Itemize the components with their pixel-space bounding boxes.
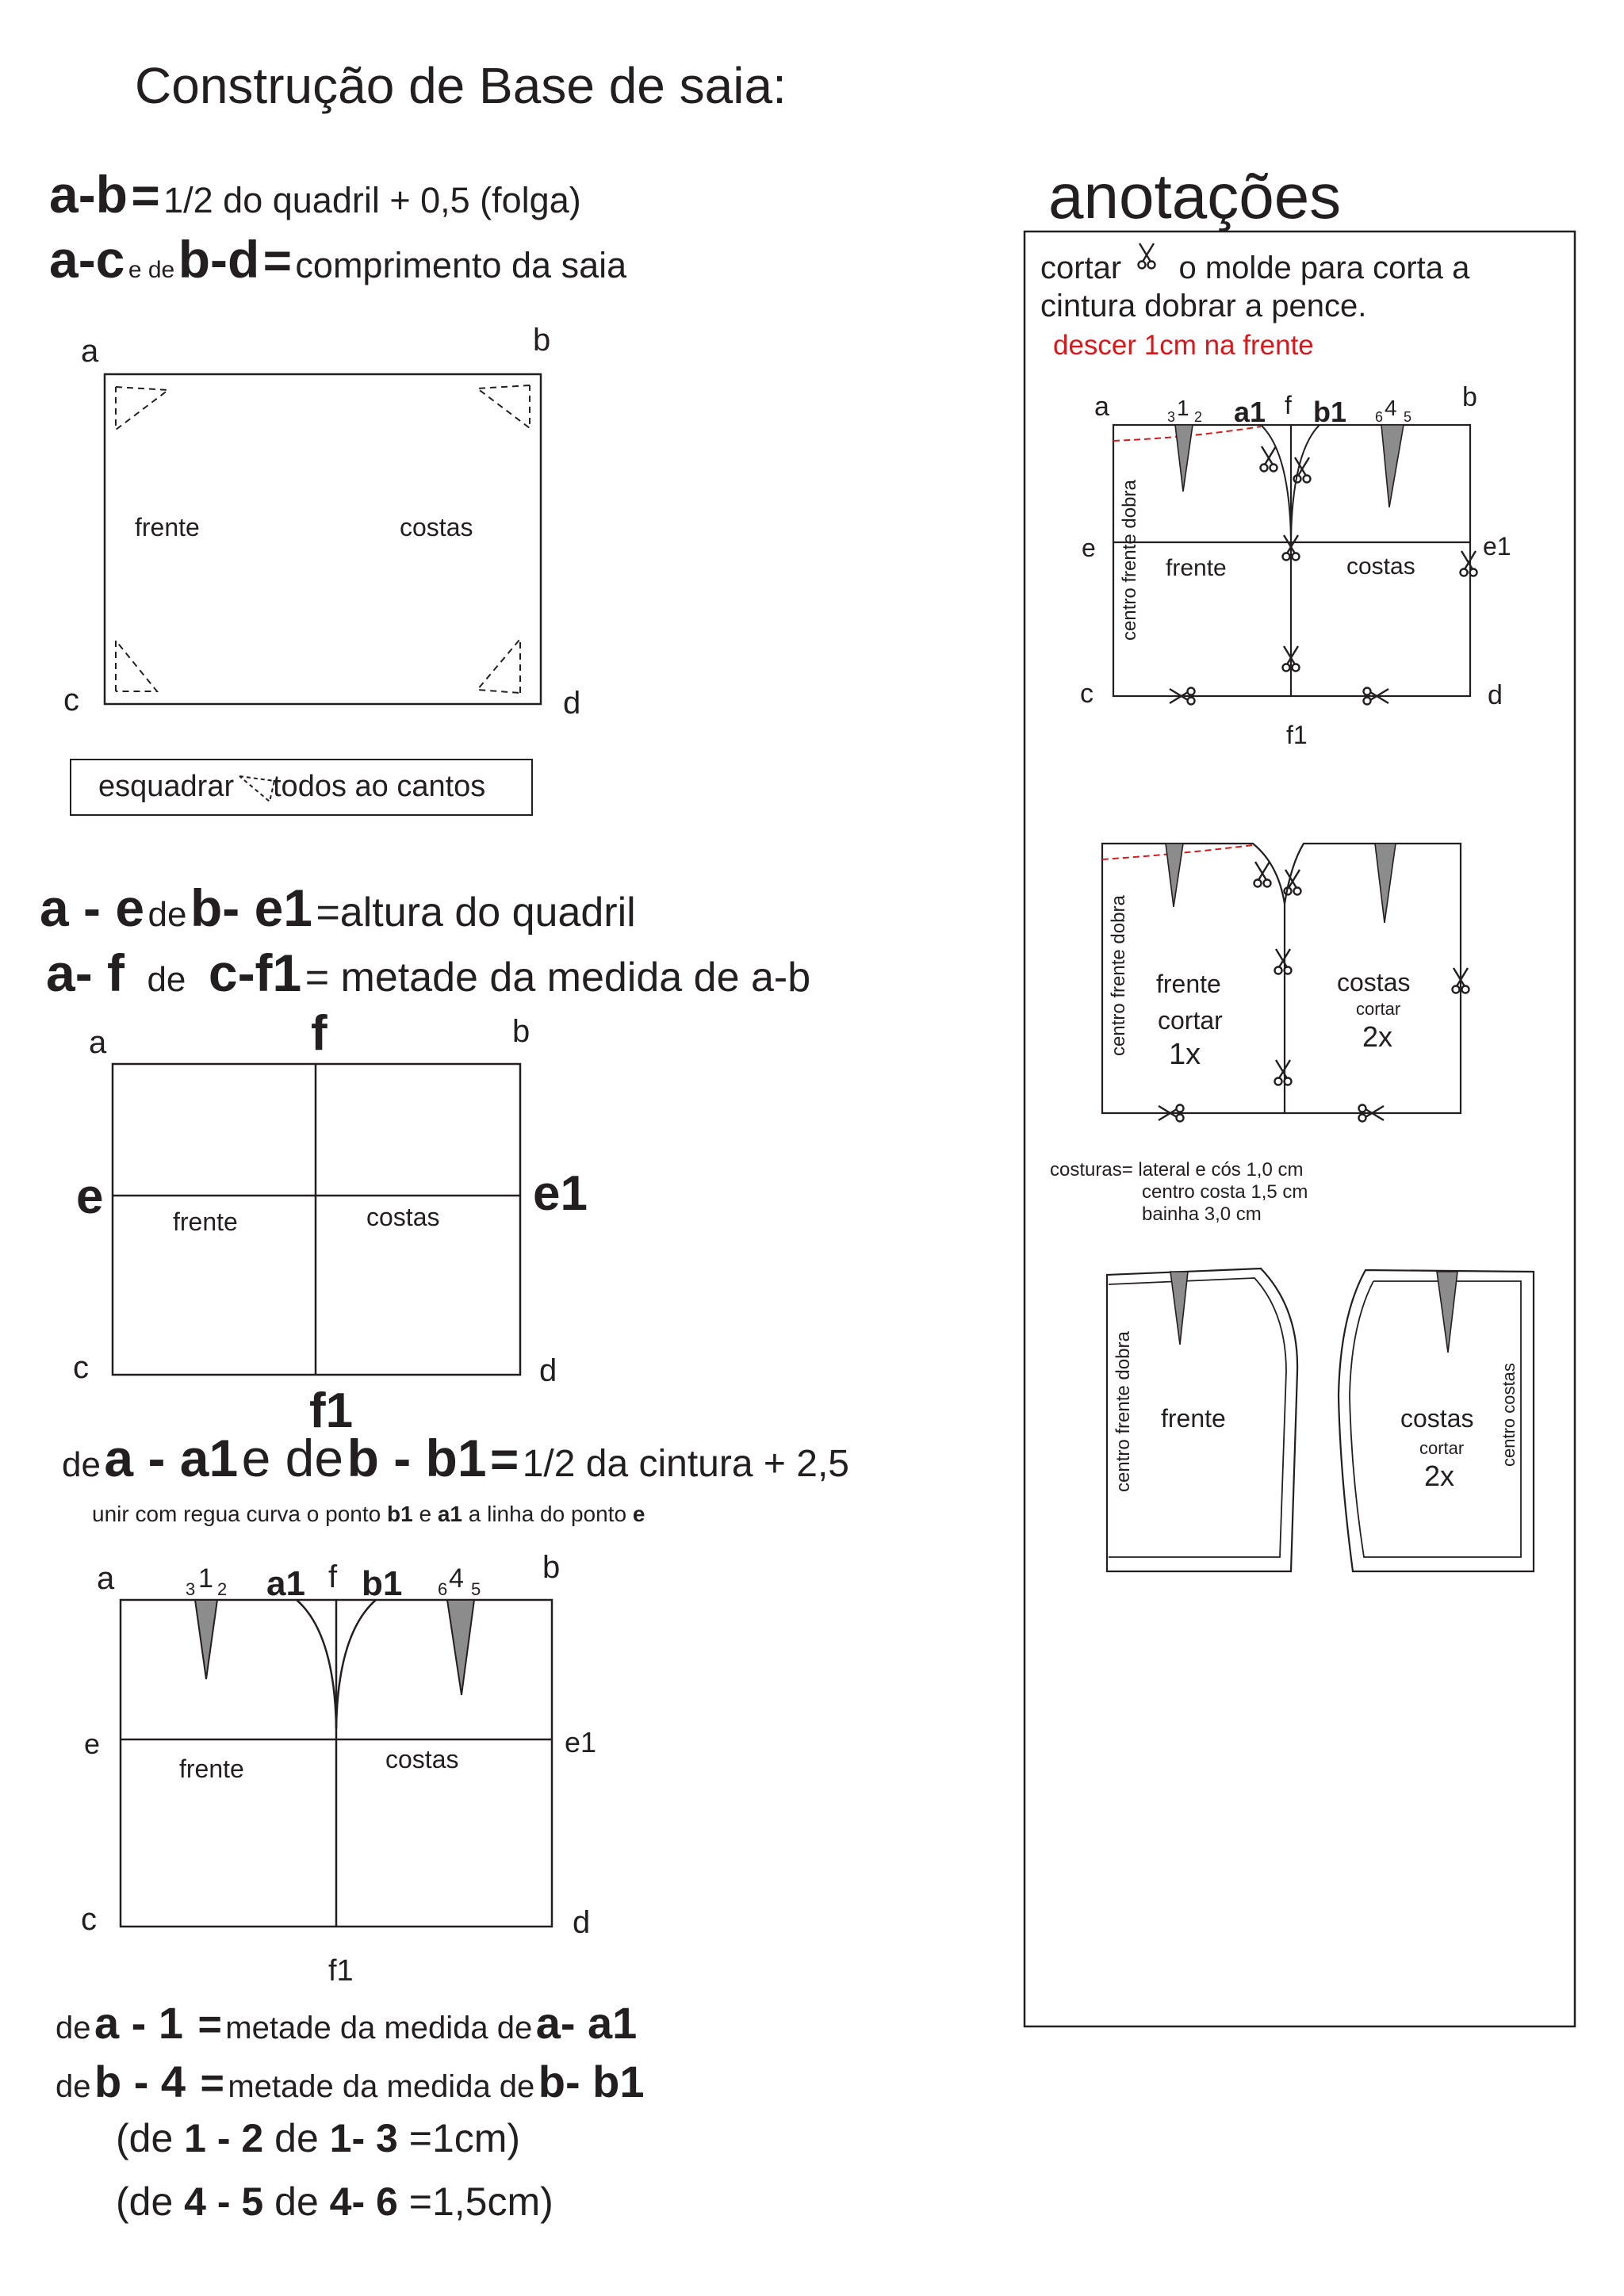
dart2-b2: 4- 6 bbox=[329, 2179, 398, 2224]
bd-text: comprimento da saia bbox=[295, 245, 627, 285]
diagram3-point-f: f bbox=[328, 1559, 338, 1594]
ae-connector: de bbox=[147, 895, 187, 934]
notes-d1-front-curve bbox=[1261, 425, 1291, 539]
diagram3-point-b: b bbox=[542, 1550, 561, 1585]
diagram1-point-c: c bbox=[63, 683, 79, 718]
a1-target: a- a1 bbox=[535, 1998, 638, 2048]
ac-connector: e de bbox=[128, 257, 175, 283]
dart1-open: (de bbox=[116, 2116, 174, 2160]
curve-note-e: e bbox=[419, 1502, 432, 1526]
diagram3-back-dart bbox=[447, 1600, 474, 1695]
notes-d1-point-5: 5 bbox=[1404, 409, 1412, 425]
diagram1-point-d: d bbox=[563, 686, 581, 721]
notes-d1-point-f1: f1 bbox=[1286, 721, 1308, 749]
bd-equals: = bbox=[262, 234, 292, 289]
notes-diagram-1 bbox=[1080, 382, 1511, 749]
bb1-text: 1/2 da cintura + 2,5 bbox=[522, 1443, 849, 1485]
diagram3-costas: costas bbox=[385, 1745, 459, 1774]
be1-text: =altura do quadril bbox=[316, 890, 636, 936]
cf1-label: c-f1 bbox=[208, 943, 302, 1002]
diagram2-point-b: b bbox=[512, 1014, 530, 1049]
ab-label: a-b bbox=[49, 165, 128, 224]
dart1-de: de bbox=[274, 2116, 319, 2160]
notes-d2-scissors-icon-3 bbox=[1275, 949, 1292, 974]
diagram3-front-curve bbox=[297, 1600, 336, 1728]
notes-d1-point-3: 3 bbox=[1167, 409, 1176, 425]
diagram3-point-4: 4 bbox=[449, 1563, 464, 1594]
ab-text: 1/2 do quadril + 0,5 (folga) bbox=[163, 180, 581, 220]
notes-d2-costas: costas bbox=[1337, 968, 1411, 997]
todos-text: todos ao cantos bbox=[273, 770, 486, 803]
dart1-end: =1cm) bbox=[408, 2116, 521, 2160]
esquadrar-text: esquadrar bbox=[98, 770, 235, 803]
notes-d2-front-dart bbox=[1166, 844, 1183, 907]
notes-d2-costas-cortar: cortar bbox=[1356, 999, 1401, 1019]
notes-d1-point-b: b bbox=[1462, 382, 1477, 412]
notes-d1-point-d: d bbox=[1488, 680, 1503, 710]
diagram3-back-curve bbox=[336, 1600, 376, 1728]
bb1-equals: = bbox=[490, 1433, 519, 1487]
notes-d1-point-e: e bbox=[1082, 534, 1096, 562]
ab-equals: = bbox=[131, 169, 160, 224]
diagram2-point-d: d bbox=[539, 1353, 557, 1388]
notes-d3-front-dart bbox=[1170, 1272, 1188, 1345]
bb1-label: b - b1 bbox=[347, 1429, 487, 1487]
curve-note-a1: a1 bbox=[437, 1502, 462, 1526]
diagram3-point-a1: a1 bbox=[266, 1564, 305, 1603]
notes-diagram-3 bbox=[1107, 1269, 1534, 1571]
diagram3-point-b1: b1 bbox=[362, 1564, 403, 1603]
b4-de: de bbox=[56, 2069, 91, 2104]
diagram3-point-a: a bbox=[97, 1561, 115, 1596]
notes-d1-point-e1: e1 bbox=[1483, 532, 1511, 561]
aa1-mid: e de bbox=[241, 1429, 344, 1487]
a1-de: de bbox=[56, 2011, 91, 2045]
notes-cortar: cortar bbox=[1040, 251, 1122, 285]
notes-d1-frente: frente bbox=[1166, 555, 1227, 581]
dart2-open: (de bbox=[116, 2179, 174, 2224]
curve-note-part1: unir com regua curva o ponto bbox=[92, 1502, 381, 1526]
diagram2-point-f: f bbox=[311, 1006, 327, 1061]
b4-target: b- b1 bbox=[538, 2057, 645, 2107]
ac-label: a-c bbox=[49, 230, 125, 289]
notes-d1-scissors-icon-4 bbox=[1461, 551, 1477, 576]
diagram3-point-3: 3 bbox=[186, 1579, 196, 1599]
notes-d1-point-f: f bbox=[1285, 391, 1292, 419]
curve-note-e2: e bbox=[632, 1502, 645, 1526]
diagram3-point-d: d bbox=[573, 1905, 591, 1940]
notes-panel bbox=[1025, 232, 1575, 2026]
diagram2-point-f1: f1 bbox=[309, 1383, 354, 1438]
notes-cortar-rest: o molde para corta a bbox=[1178, 251, 1470, 285]
diagram3-point-c: c bbox=[81, 1902, 97, 1937]
notes-d2-back-dart bbox=[1375, 844, 1396, 923]
curve-note-b1: b1 bbox=[387, 1502, 413, 1526]
notes-d3-costas-cortar: cortar bbox=[1419, 1438, 1465, 1458]
annotations-title: anotações bbox=[1048, 161, 1342, 232]
notes-d1-point-a1: a1 bbox=[1234, 396, 1266, 428]
notes-d1-point-4: 4 bbox=[1385, 396, 1397, 420]
diagram1-frente: frente bbox=[135, 513, 200, 541]
diagram2-point-e1: e1 bbox=[533, 1166, 588, 1221]
a1-equals: = bbox=[197, 2002, 222, 2048]
notes-descer: descer 1cm na frente bbox=[1053, 330, 1314, 361]
diagram3-point-1: 1 bbox=[198, 1563, 213, 1594]
dart2-de: de bbox=[274, 2179, 319, 2224]
scissors-icon bbox=[1139, 243, 1155, 269]
notes-d2-frente-cortar: cortar bbox=[1158, 1006, 1223, 1035]
notes-d1-point-6: 6 bbox=[1375, 409, 1384, 425]
dart1-b1: 1 - 2 bbox=[184, 2116, 264, 2160]
aa1-prefix: de bbox=[62, 1445, 101, 1484]
notes-d1-point-c: c bbox=[1080, 679, 1094, 709]
notes-d1-point-a: a bbox=[1094, 392, 1109, 422]
diagram-3 bbox=[81, 1550, 596, 1988]
notes-d1-point-b1: b1 bbox=[1313, 396, 1347, 428]
diagram3-point-e: e bbox=[84, 1728, 101, 1760]
notes-d1-point-1: 1 bbox=[1177, 396, 1189, 420]
notes-d3-back-dart bbox=[1437, 1272, 1457, 1353]
notes-d1-back-dart bbox=[1381, 425, 1404, 507]
costuras-line3: bainha 3,0 cm bbox=[1142, 1203, 1262, 1225]
diagram2-costas: costas bbox=[366, 1203, 440, 1231]
notes-d1-point-2: 2 bbox=[1194, 409, 1203, 425]
diagram3-point-f1: f1 bbox=[328, 1954, 354, 1988]
notes-d2-scissors-icon-5 bbox=[1275, 1060, 1292, 1085]
diagram1-point-a: a bbox=[81, 334, 99, 369]
notes-d3-centro-frente: centro frente dobra bbox=[1113, 1331, 1134, 1492]
diagram3-point-e1: e1 bbox=[565, 1726, 597, 1758]
notes-diagram-2 bbox=[1102, 844, 1469, 1122]
diagram-2 bbox=[73, 1006, 588, 1438]
diagram2-point-e: e bbox=[76, 1169, 104, 1224]
a1-label: a - 1 bbox=[94, 1998, 184, 2048]
af-label: a- f bbox=[46, 943, 124, 1002]
diagram2-point-a: a bbox=[89, 1025, 107, 1060]
dart2-end: =1,5cm) bbox=[408, 2179, 553, 2224]
notes-d1-centro: centro frente dobra bbox=[1119, 480, 1140, 641]
notes-d2-centro: centro frente dobra bbox=[1108, 895, 1129, 1056]
be1-label: b- e1 bbox=[190, 878, 312, 937]
notes-d1-front-dart bbox=[1175, 425, 1193, 492]
notes-d2-frente: frente bbox=[1156, 970, 1221, 998]
notes-d2-frente-qty: 1x bbox=[1169, 1038, 1201, 1071]
dart2-b1: 4 - 5 bbox=[184, 2179, 264, 2224]
notes-d2-scissors-icon-1 bbox=[1254, 862, 1271, 887]
b4-text: metade da medida de bbox=[228, 2069, 535, 2104]
notes-d2-costas-qty: 2x bbox=[1362, 1020, 1393, 1053]
diagram3-frente: frente bbox=[179, 1755, 244, 1783]
notes-d1-scissors-icon-1 bbox=[1261, 446, 1277, 472]
costuras-line1: costuras= lateral e cós 1,0 cm bbox=[1050, 1159, 1304, 1181]
notes-d1-costas: costas bbox=[1346, 553, 1415, 580]
notes-d3-costas: costas bbox=[1400, 1404, 1474, 1433]
diagram2-point-c: c bbox=[73, 1350, 89, 1385]
diagram2-frente: frente bbox=[173, 1207, 238, 1236]
notes-d3-centro-costas: centro costas bbox=[1499, 1363, 1519, 1467]
bd-label: b-d bbox=[178, 230, 260, 289]
costuras-line2: centro costa 1,5 cm bbox=[1142, 1181, 1308, 1203]
aa1-label: a - a1 bbox=[104, 1429, 239, 1487]
diagram3-front-dart bbox=[195, 1600, 217, 1679]
notes-d3-costas-qty: 2x bbox=[1424, 1460, 1455, 1492]
ae-label: a - e bbox=[40, 878, 145, 937]
diagram3-point-2: 2 bbox=[217, 1579, 228, 1599]
diagram3-point-5: 5 bbox=[471, 1579, 481, 1599]
a1-text: metade da medida de bbox=[225, 2011, 533, 2045]
notes-d3-frente: frente bbox=[1161, 1404, 1226, 1433]
diagram3-point-6: 6 bbox=[438, 1579, 448, 1599]
diagram1-point-b: b bbox=[533, 323, 551, 358]
cf1-text: = metade da medida de a-b bbox=[304, 955, 811, 1001]
af-connector: de bbox=[147, 960, 186, 999]
diagram-1 bbox=[63, 323, 580, 721]
diagram1-costas: costas bbox=[400, 513, 473, 541]
b4-equals: = bbox=[200, 2061, 224, 2107]
notes-cortar-line2: cintura dobrar a pence. bbox=[1040, 289, 1367, 323]
dart1-b2: 1- 3 bbox=[329, 2116, 398, 2160]
curve-note-part2: a linha do ponto bbox=[468, 1502, 627, 1526]
b4-label: b - 4 bbox=[94, 2057, 186, 2107]
page-title: Construção de Base de saia: bbox=[135, 57, 787, 114]
